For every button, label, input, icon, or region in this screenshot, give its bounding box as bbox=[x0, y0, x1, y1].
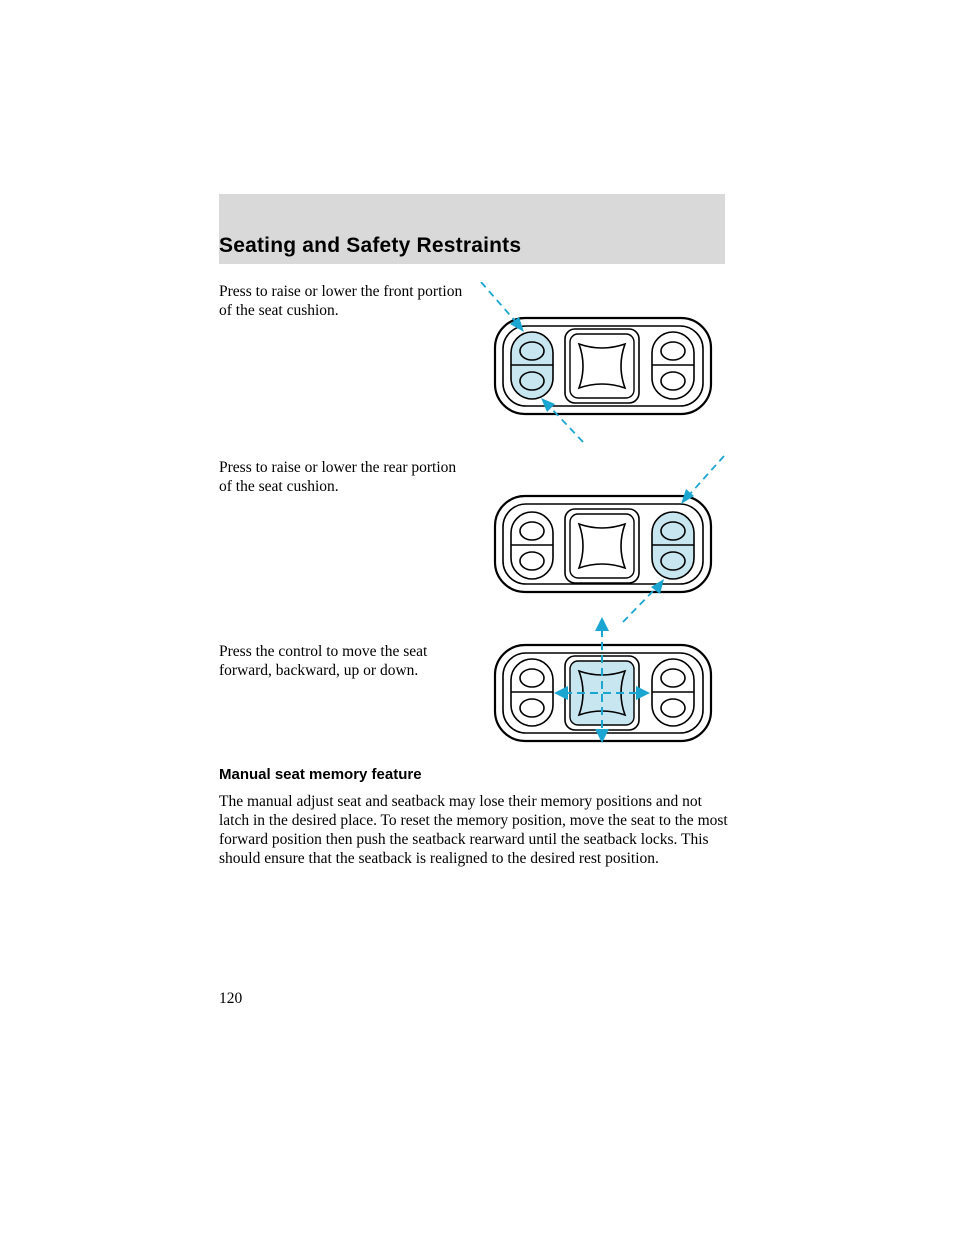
section-body: The manual adjust seat and seatback may lose their memory positions and not latch in the desired place. To reset the memory position, move the seat to the most forward position then push the seatback rearward until the seatback locks. This should ensure that the seatback is realigned to the desired rest position. bbox=[219, 793, 728, 867]
page-number: 120 bbox=[219, 990, 243, 1007]
section-heading: Manual seat memory feature bbox=[219, 766, 422, 783]
instruction-rear-cushion: Press to raise or lower the rear portion of the seat cushion. bbox=[219, 459, 457, 495]
seat-control-diagram-center bbox=[478, 615, 728, 745]
section-title: Seating and Safety Restraints bbox=[219, 234, 522, 257]
instruction-front-cushion: Press to raise or lower the front portion of the seat cushion. bbox=[219, 283, 463, 319]
seat-control-diagram-rear bbox=[478, 452, 728, 627]
section-header-band bbox=[219, 194, 725, 264]
seat-control-diagram-front bbox=[478, 282, 728, 447]
instruction-center-control: Press the control to move the seat forward, backward, up or down. bbox=[219, 643, 428, 679]
